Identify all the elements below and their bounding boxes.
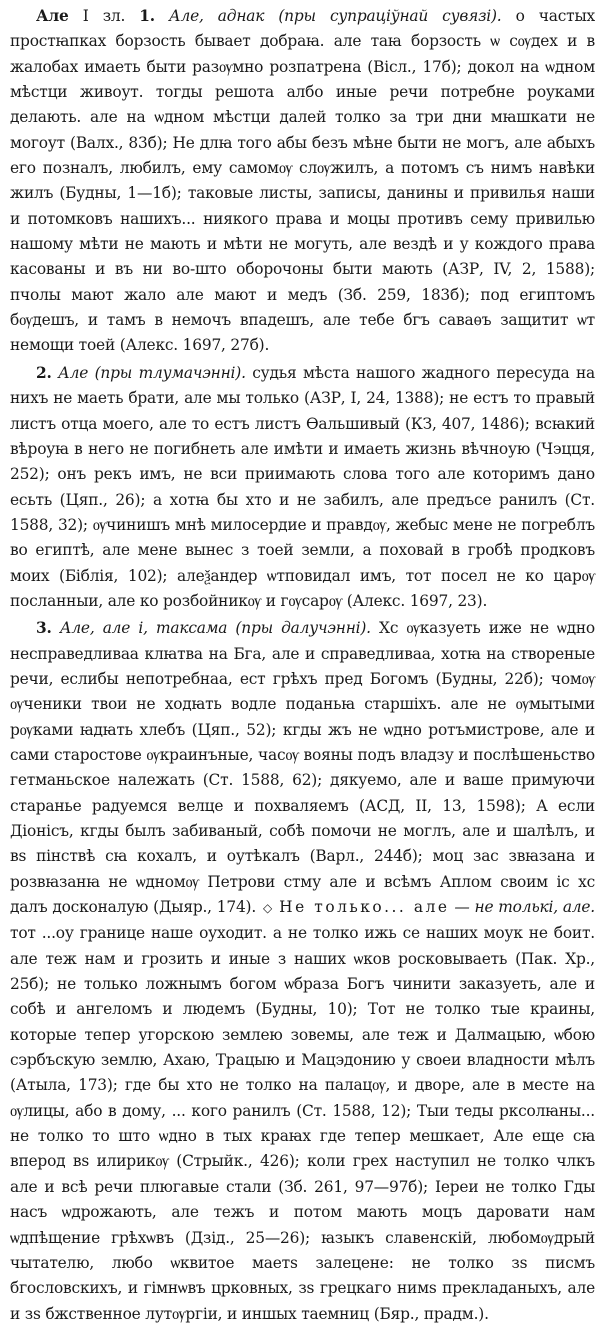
headword: Але [36,7,69,25]
phrase-headword: Не только... але [279,898,450,917]
phrase-gloss: — не толькі, але. [454,898,595,917]
sense-1-number: 1. [139,7,155,25]
sense-1-paragraph [10,4,595,359]
phrase-citations: тот ...оу границе наше оуходит. а не толко ижь се наших моук не боит. але теж нам и грозить и иные з наших ѡков росковываеть (Пак. Хр., 25б); не только ложнымъ богом ѡбраза Богъ чинити заказуеть, але и собѣ и ангеломъ и людемъ (Будны, 10); Тот не толко тые краины, которые тепер угорскою землею зовемы, але теж и Далмацыю, ѡбою сэрбъскую землю, Ахаю, Трацыю и Мацэдонию у своеи владности мѣлъ (Атыла, 173); где бы хто не толко на палацѹ, и дворе, але в месте на ѹлицы, або в дому, ... кого ранилъ (Ст. 1588, 12); Тыи теды ркcолꙗны... не толко то што ѡдно в тых крaꙗх где тепер мешкает, Але еще сꙗ вперод вѕ илирикѹ (Стрыйк., 426); коли грех наступил не толко члкъ але и всѣ речи плюгавые стали (Зб. 261, 97—97б); Іереи не толко Гды насъ ѡдрожають, але тежъ и потом мають моцъ даровати нам ѡдпѣщение грѣхѡвъ (Дзід., 25—26); ꙗзыкъ славенскій, любомѹдрый чытателю, любо ѡквитое маетѕ залецене: не толко зѕ писмъ бгословскихъ, и гімнѡвъ црковных, зѕ грецкаго нимѕ прекладаныхъ, але и зѕ бжственное лутѹргіи, и иншых таемниц (Бяр., прадм.). [10,924,595,1323]
sense-2-number: 2. [36,363,52,382]
sense-3-citations: Хс ѹказуеть иже не ѡдно несправедливаа клꙗтва на Бга, але и справедливаа, хотꙗ на створеные речи, еслибы непотребнаа, ест грѣхъ пред Богомъ (Будны, 22б); чомѹ ѹченики твои не ходꙗть водле поданьꙗ старшіхъ. але не ѹмытыми рѹками ꙗдꙗть хлебъ (Цяп., 52); кгды жъ не ѡдно ротъмистрове, але и сами старостове ѹкраинъные, часѹ вояны подъ владзу и послѣшеньство гетманьское належать (Ст. 1588, 62); дякуемо, але и ваше примуючи старанье радуемся велце и похваляемъ (АСД, II, 13, 1598); А если Діонісъ, кгды былъ забиваный, собѣ помочи не моглъ, але и шалѣлъ, и вѕ пінствѣ сꙗ кохалъ, и оутѣкалъ (Варл., 244б); моц зас звꙗзана и розвꙗзанꙗ не ѡдномѹ Петрови стму але и всѣмъ Аплом своим іс хс далъ досконалую (Дыяр., 174). [10,619,595,917]
phrase-marker-icon: ◇ [262,901,273,916]
sense-1-gloss: Але, аднак (пры супраціўнай сувязі). [169,7,502,25]
sense-3-gloss: Але, але і, таксама (пры далучэнні). [59,619,371,638]
grammar-note: І зл. [68,7,140,25]
sense-3-number: 3. [36,619,52,638]
sense-2-citations: судья мѣста нашого жадного пересуда на нихъ не маеть брати, але мы только (АЗР, І, 24, 1388); не естъ то правый листъ отца моего, але то естъ листъ Ѳальшивый (КЗ, 407, 1486); всꙗкий вѣроуꙗ в него не погибнеть але имѣти и имаеть жизнь вѣчноую (Чэцця, 252); онъ рекъ имъ, не вси приимають слова того але которимъ дано есьть (Цяп., 26); а хотꙗ бы хто и не забилъ, але предъсе ранилъ (Ст. 1588, 32); ѹчинишъ мнѣ милосердие и правдѹ, жебыс мене не погреблъ во египтѣ, але мене вынес з тоей земли, а поховай в гробѣ продковъ моих (Біблія, 102); алеѯандер ѡтповидал имъ, тот посел не ко царѹ посланныи, але ко розбойникѹ и гѹсарѹ (Алекс. 1697, 23). [10,363,595,610]
sense-2-gloss: Але (пры тлумачэнні). [58,363,246,382]
sense-3-paragraph [10,616,595,1327]
sense-2-paragraph [10,361,595,614]
sense-1-citations: о частых простꙗпках борзость бывает добраꙗ. але таꙗ борзость ѡ сѹдех и в жалобах имаеть быти разѹмно розпатрена (Вісл., 17б); докол на ѡдном мѣстци живоут. тогды решота албо иные речи потребне роуками делають. але на ѡдном мѣстци далей толко за три дни мꙗшкати не могоут (Валх., 83б); Не длꙗ того абы безъ мѣне быти не могъ, але абыхъ его позналъ, любилъ, ему самомѹ слѹжилъ, а потомъ съ нимъ навѣки жилъ (Будны, 1—1б); таковые листы, записы, данины и привилья наши и потомковъ нашихъ... ниякого права и моцы противъ сему привилью нашому мѣти не мають и мѣти не могуть, але вездѣ и у кождого права касованы и въ ни во-што оборочоны быти мають (АЗР, IV, 2, 1588); пчолы мают жало але мают и медъ (Зб. 259, 183б); под египтомъ бѹдешъ, и тамъ в немочъ впадешъ, але тебе бгъ саваѳъ защитит ѡт немощи тоей (Алекс. 1697, 27б). [10,7,595,355]
